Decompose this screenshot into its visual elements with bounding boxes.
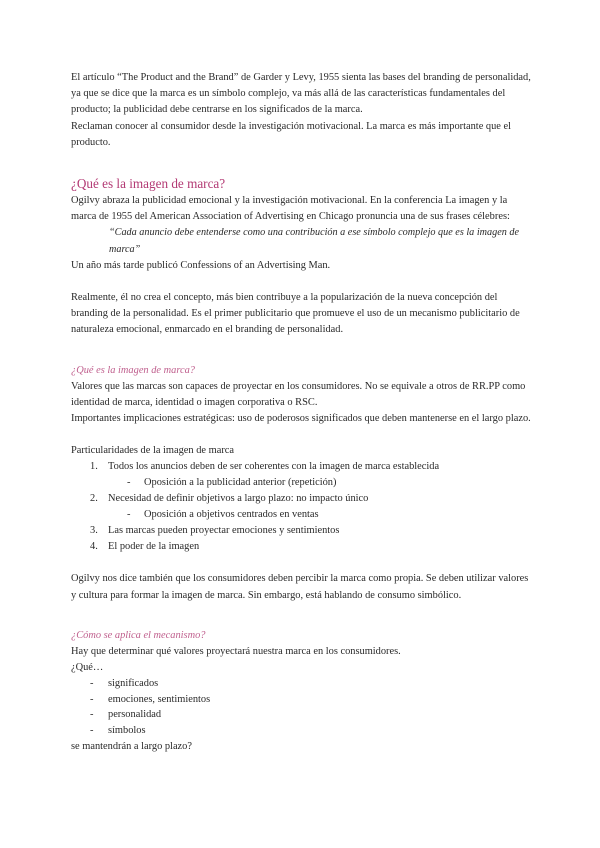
list-number: 1. [90, 461, 98, 473]
document-page [71, 70, 531, 755]
sub-list-item [71, 507, 531, 523]
list-item [71, 523, 531, 539]
section1-paragraph-2: Un año más tarde publicó Confessions of an Advertising Man. [71, 259, 331, 271]
list-item-text: El poder de la imagen [108, 541, 200, 553]
list-item-text: significados [108, 678, 159, 690]
dash-bullet: - [127, 509, 131, 521]
section2-paragraph-1: Valores que las marcas son capaces de proyectar en los consumidores. No se equivale a otros de RR.PP como identidad de marca, identidad o imagen corporativa o RSC. [71, 380, 526, 408]
list-item-text: Las marcas pueden proyectar emociones y sentimientos [108, 525, 340, 537]
list-item [71, 539, 531, 555]
section3-question: ¿Qué… [71, 662, 104, 674]
list-item [71, 707, 531, 723]
dash-bullet: - [90, 725, 94, 737]
dash-bullet: - [127, 477, 131, 489]
section2-paragraph-2: Importantes implicaciones estratégicas: uso de poderosos significados que deben mantenerse en el largo plazo. [71, 413, 531, 425]
section1-paragraph-3: Realmente, él no crea el concepto, más bien contribuye a la popularización de la nueva concepción del branding de la personalidad. Es el primer publicitario que promueve el uso de un mecanismo publicitario de naturaleza emocional, enmarcado en el branding de personalidad. [71, 292, 520, 336]
section1-paragraph-1: Ogilvy abraza la publicidad emocional y la investigación motivacional. En la conferencia La imagen y la marca de 1955 del American Association of Advertising en Chicago pronuncia una de sus frases célebres: [71, 195, 510, 223]
particularities-title: Particularidades de la imagen de marca [71, 445, 234, 457]
values-list [71, 676, 531, 738]
section3-heading: ¿Cómo se aplica el mecanismo? [71, 629, 206, 641]
list-item-text: Todos los anuncios deben de ser coherentes con la imagen de marca establecida [108, 461, 440, 473]
section3-paragraph-1: Hay que determinar qué valores proyectará nuestra marca en los consumidores. [71, 645, 401, 657]
list-item [71, 692, 531, 708]
list-number: 2. [90, 493, 98, 505]
intro-paragraph-2: Reclaman conocer al consumidor desde la investigación motivacional. La marca es más importante que el producto. [71, 120, 511, 148]
list-item [71, 459, 531, 475]
section2-heading: ¿Qué es la imagen de marca? [71, 364, 195, 376]
list-item [71, 676, 531, 692]
section2-paragraph-3: Ogilvy nos dice también que los consumidores deben percibir la marca como propia. Se deben utilizar valores y cultura para formar la imagen de marca. Sin embargo, está hablando de consumo simbólico. [71, 573, 529, 601]
list-number: 4. [90, 541, 98, 553]
sub-list-item [71, 475, 531, 491]
intro-paragraph-1: El artículo “The Product and the Brand” de Garder y Levy, 1955 sienta las bases del branding de personalidad, ya que se dice que la marca es un símbolo complejo, va más allá de las características fundamentales del producto; la publicidad debe centrarse en los significados de la marca. [71, 72, 531, 116]
sub-item-text: Oposición a la publicidad anterior (repetición) [144, 477, 337, 489]
list-item [71, 491, 531, 507]
list-item-text: personalidad [108, 709, 162, 721]
list-number: 3. [90, 525, 98, 537]
dash-bullet: - [90, 693, 94, 705]
section1-heading: ¿Qué es la imagen de marca? [71, 176, 226, 192]
section3-closing: se mantendrán a largo plazo? [71, 740, 192, 752]
list-item-text: símbolos [108, 725, 146, 737]
list-item-text: Necesidad de definir objetivos a largo plazo: no impacto único [108, 493, 369, 505]
ogilvy-quote: “Cada anuncio debe entenderse como una contribución a ese símbolo complejo que es la imagen de marca” [109, 227, 519, 255]
list-item-text: emociones, sentimientos [108, 693, 211, 705]
sub-item-text: Oposición a objetivos centrados en ventas [144, 509, 319, 521]
particularities-list [71, 459, 531, 555]
list-item [71, 723, 531, 739]
dash-bullet: - [90, 678, 94, 690]
dash-bullet: - [90, 709, 94, 721]
